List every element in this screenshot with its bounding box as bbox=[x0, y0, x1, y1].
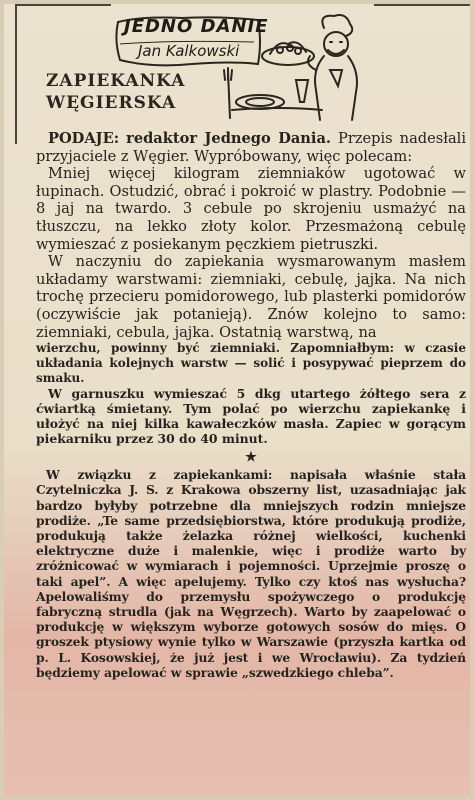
reader-letter-paragraph bbox=[36, 467, 466, 680]
lead-label: PODAJE: bbox=[48, 130, 120, 147]
recipe-paragraph-1: Mniej więcej kilogram ziemniaków ugotować w łupinach. Ostudzić, obrać i pokroić w plastry. Podobnie — 8 jaj na twardo. 3 cebule po skrojeniu usmażyć na tłuszczu, na lekko złoty kolor. Przesmażoną cebulę wymieszać z posiekanym pęczkiem pietruszki. bbox=[36, 165, 466, 253]
reader-letter-intro: W związku z zapiekankami: napisała właśnie stała Czytelniczka bbox=[36, 467, 466, 498]
lead-author: redaktor Jednego Dania. bbox=[126, 130, 331, 147]
lead-paragraph bbox=[36, 130, 466, 165]
article-title-line1: ZAPIEKANKA bbox=[46, 71, 186, 91]
banner-title: JEDNO DANIE bbox=[124, 16, 269, 37]
banner-author: Jan Kalkowski bbox=[138, 42, 240, 60]
reader-letter-text: obszerny list, uzasadniając jak bardzo byłyby potrzebne dla mniejszych rodzin mniejsze prodiże. „Te same przedsiębiorstwa, które produkują prodiże, produkują także żelazka różnej wielkości, kuchenki elektryczne duże i malenkie, więc i prodiże warto by zróżnicować w wymiarach i pojemności. Uprzejmie proszę o taki apel”. A więc apelujemy. Tylko czy ktoś nas wysłucha? Apelowaliśmy do przemysłu spożywczego o produkcję fabryczną strudla (jak na Węgrzech). Warto by zaapelować o produkcję w większym wyborze gotowych sosów do mięs. O groszek ptysiowy wynie tylko w Warszawie (przyszła kartka od p. L. Kosowskiej, że już jest i we Wrocławiu). Za tydzień będziemy apelować w sprawie „szwedzkiego chleba”. bbox=[36, 482, 466, 680]
article-body bbox=[36, 130, 466, 680]
reader-name: J. S. z Krakowa bbox=[129, 482, 241, 498]
article-title bbox=[46, 70, 216, 114]
column-header bbox=[4, 4, 470, 132]
recipe-paragraph-3: W garnuszku wymieszać 5 dkg utartego żółtego sera z ćwiartką śmietany. Tym polać po wierzchu zapiekankę i ułożyć na niej kilka kawałeczków masła. Zapiec w gorącym piekarniku przez 30 do 40 minut. bbox=[36, 386, 466, 447]
newspaper-clipping bbox=[4, 4, 470, 796]
recipe-paragraph-2: W naczyniu do zapiekania wysmarowanym masłem układamy warstwami: ziemniaki, cebulę, jajka. Na nich trochę przecieru pomidorowego, lub plasterki pomidorów (oczywiście jak potanieją). Znów kolejno to samo: ziemniaki, cebula, jajka. Ostatnią warstwą, na bbox=[36, 253, 466, 341]
lead-text: Przepis nadesłali przyjaciele z Węgier. Wypróbowany, więc polecam: bbox=[36, 130, 467, 165]
section-separator: ★ bbox=[245, 450, 257, 466]
chef-illustration-icon bbox=[212, 10, 368, 128]
recipe-paragraph-2-tail: wierzchu, powinny być ziemniaki. Zapomniałbym: w czasie układania kolejnych warstw — solić i posypywać pieprzem do smaku. bbox=[36, 341, 466, 386]
article-title-line2: WĘGIERSKA bbox=[46, 93, 177, 113]
